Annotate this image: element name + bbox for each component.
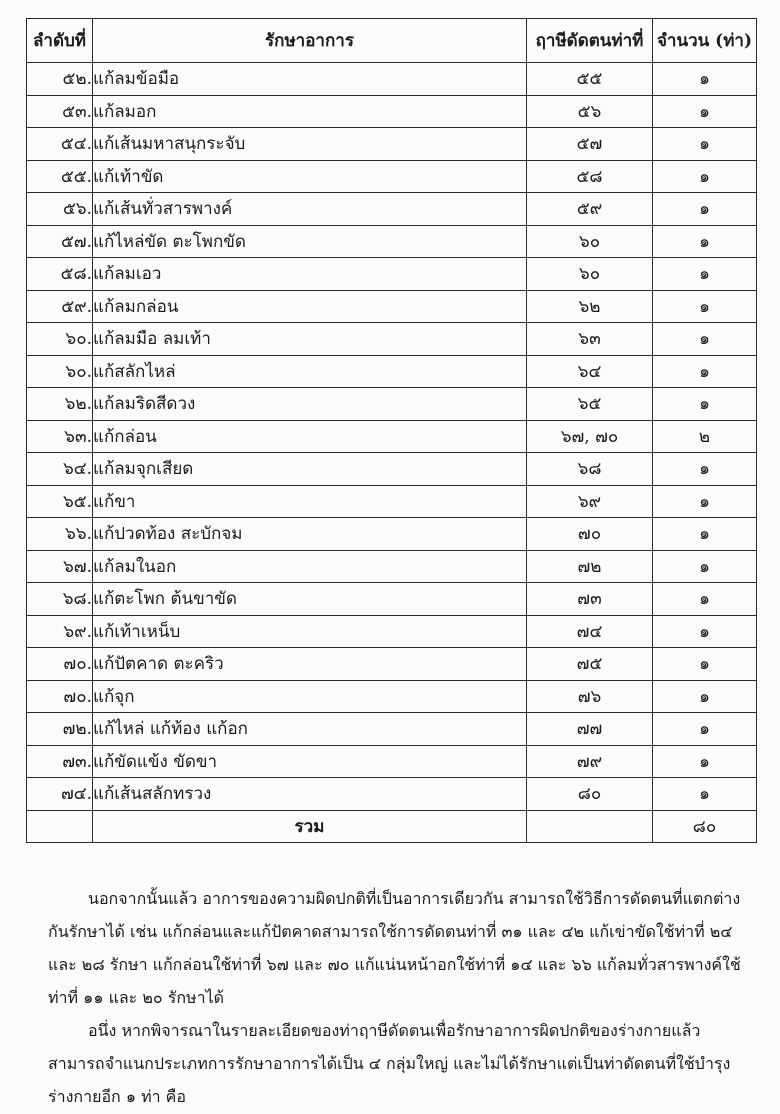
total-value: ๘๐ (653, 810, 757, 843)
table-row (27, 453, 757, 486)
row-pose-count: ๑ (653, 63, 757, 96)
row-symptom: แก้ลมเอว (93, 258, 527, 291)
row-symptom: แก้ลมอก (93, 95, 527, 128)
table-body (27, 63, 757, 811)
row-pose-number: ๖๓ (527, 323, 653, 356)
row-pose-number: ๕๗ (527, 128, 653, 161)
row-number: ๖๘. (27, 583, 93, 616)
row-symptom: แก้ปวดท้อง สะบักจม (93, 518, 527, 551)
row-pose-count: ๑ (653, 713, 757, 746)
table-row (27, 485, 757, 518)
header-symptom: รักษาอาการ (93, 19, 527, 63)
row-pose-count: ๑ (653, 745, 757, 778)
row-symptom: แก้สลักไหล่ (93, 355, 527, 388)
table-row (27, 95, 757, 128)
table-row (27, 680, 757, 713)
row-symptom: แก้กล่อน (93, 420, 527, 453)
table-header-row (27, 19, 757, 63)
row-symptom: แก้ไหล่ขัด ตะโพกขัด (93, 225, 527, 258)
row-number: ๕๘. (27, 258, 93, 291)
header-pose-count: จำนวน (ท่า) (653, 19, 757, 63)
row-pose-number: ๕๙ (527, 193, 653, 226)
total-blank-cell (27, 810, 93, 843)
table-row (27, 290, 757, 323)
row-number: ๕๙. (27, 290, 93, 323)
table-row (27, 778, 757, 811)
table-row (27, 193, 757, 226)
row-pose-count: ๑ (653, 550, 757, 583)
row-pose-number: ๗๐ (527, 518, 653, 551)
row-symptom: แก้เส้นทั่วสารพางค์ (93, 193, 527, 226)
row-pose-number: ๕๕ (527, 63, 653, 96)
row-symptom: แก้ลมริดสีดวง (93, 388, 527, 421)
table-row (27, 648, 757, 681)
table-row (27, 388, 757, 421)
row-number: ๖๔. (27, 453, 93, 486)
table-row (27, 745, 757, 778)
row-pose-count: ๑ (653, 323, 757, 356)
paragraph-classification: อนึ่ง หากพิจารณาในรายละเอียดของท่าฤาษีดัดตนเพื่อรักษาอาการผิดปกติของร่างกายแล้ว สามารถจำแนกประเภทการรักษาอาการได้เป็น ๔ กลุ่มใหญ่ และไม่ได้รักษาแต่เป็นท่าดัดตนที่ใช้บำรุงร่างกายอีก ๑ ท่า คือ (48, 1021, 731, 1106)
row-pose-number: ๗๗ (527, 713, 653, 746)
table-row (27, 225, 757, 258)
row-number: ๖๐. (27, 355, 93, 388)
table-row (27, 355, 757, 388)
row-pose-count: ๑ (653, 258, 757, 291)
table-row (27, 518, 757, 551)
row-pose-number: ๕๘ (527, 160, 653, 193)
row-number: ๖๕. (27, 485, 93, 518)
row-pose-number: ๖๕ (527, 388, 653, 421)
row-pose-count: ๒ (653, 420, 757, 453)
row-pose-number: ๖๗, ๗๐ (527, 420, 653, 453)
total-label: รวม (93, 810, 527, 843)
row-number: ๗๒. (27, 713, 93, 746)
table-total-row (27, 810, 757, 843)
row-symptom: แก้ตะโพก ต้นขาขัด (93, 583, 527, 616)
row-pose-number: ๖๔ (527, 355, 653, 388)
row-pose-number: ๖๙ (527, 485, 653, 518)
row-symptom: แก้ขา (93, 485, 527, 518)
row-pose-number: ๕๖ (527, 95, 653, 128)
row-number: ๖๗. (27, 550, 93, 583)
row-pose-count: ๑ (653, 583, 757, 616)
symptom-pose-table (26, 18, 757, 843)
row-pose-number: ๖๘ (527, 453, 653, 486)
row-symptom: แก้ไหล่ แก้ท้อง แก้อก (93, 713, 527, 746)
table-row (27, 713, 757, 746)
row-number: ๗๔. (27, 778, 93, 811)
row-pose-count: ๑ (653, 485, 757, 518)
row-pose-number: ๘๐ (527, 778, 653, 811)
row-number: ๖๓. (27, 420, 93, 453)
row-number: ๕๖. (27, 193, 93, 226)
row-pose-count: ๑ (653, 615, 757, 648)
row-symptom: แก้ลมจุกเสียด (93, 453, 527, 486)
row-pose-number: ๖๐ (527, 225, 653, 258)
row-pose-count: ๑ (653, 128, 757, 161)
row-pose-number: ๗๓ (527, 583, 653, 616)
row-number: ๖๖. (27, 518, 93, 551)
table-row (27, 128, 757, 161)
row-number: ๕๓. (27, 95, 93, 128)
row-symptom: แก้เส้นสลักทรวง (93, 778, 527, 811)
row-number: ๕๕. (27, 160, 93, 193)
row-symptom: แก้ลมกล่อน (93, 290, 527, 323)
row-pose-count: ๑ (653, 160, 757, 193)
table-row (27, 615, 757, 648)
row-number: ๗๐. (27, 680, 93, 713)
row-pose-number: ๗๖ (527, 680, 653, 713)
table-row (27, 420, 757, 453)
row-symptom: แก้ปัตคาด ตะคริว (93, 648, 527, 681)
row-symptom: แก้ลมในอก (93, 550, 527, 583)
row-pose-count: ๑ (653, 518, 757, 551)
row-number: ๖๙. (27, 615, 93, 648)
total-blank-cell (527, 810, 653, 843)
table-row (27, 63, 757, 96)
row-pose-count: ๑ (653, 453, 757, 486)
table-row (27, 550, 757, 583)
table-row (27, 583, 757, 616)
row-symptom: แก้ลมมือ ลมเท้า (93, 323, 527, 356)
row-number: ๖๐. (27, 323, 93, 356)
header-order-number: ลำดับที่ (27, 19, 93, 63)
row-pose-number: ๗๕ (527, 648, 653, 681)
header-pose-number: ฤาษีดัดตนท่าที่ (527, 19, 653, 63)
row-pose-count: ๑ (653, 225, 757, 258)
table-row (27, 160, 757, 193)
row-number: ๕๔. (27, 128, 93, 161)
row-pose-count: ๑ (653, 680, 757, 713)
row-symptom: แก้เท้าเหน็บ (93, 615, 527, 648)
row-symptom: แก้ลมข้อมือ (93, 63, 527, 96)
row-number: ๕๒. (27, 63, 93, 96)
row-pose-count: ๑ (653, 355, 757, 388)
row-pose-number: ๗๒ (527, 550, 653, 583)
row-number: ๗๓. (27, 745, 93, 778)
table-row (27, 258, 757, 291)
row-symptom: แก้เส้นมหาสนุกระจับ (93, 128, 527, 161)
row-number: ๕๗. (27, 225, 93, 258)
row-pose-number: ๖๐ (527, 258, 653, 291)
row-pose-count: ๑ (653, 648, 757, 681)
row-pose-count: ๑ (653, 290, 757, 323)
table-row (27, 323, 757, 356)
row-symptom: แก้จุก (93, 680, 527, 713)
paragraph-alternative-poses: นอกจากนั้นแล้ว อาการของความผิดปกติที่เป็นอาการเดียวกัน สามารถใช้วิธีการดัดตนที่แตกต่างกันรักษาได้ เช่น แก้กล่อนและแก้ปัตคาดสามารถใช้การดัดตนท่าที่ ๓๑ และ ๔๒ แก้เข่าขัดใช้ท่าที่ ๒๔ และ ๒๘ รักษา แก้กล่อนใช้ท่าที่ ๖๗ และ ๗๐ แก้แน่นหน้าอกใช้ท่าที่ ๑๔ และ ๖๖ แก้ลมทั่วสารพางค์ใช้ท่าที่ ๑๑ และ ๒๐ รักษาได้ (48, 889, 741, 1007)
row-symptom: แก้เท้าขัด (93, 160, 527, 193)
row-number: ๗๐. (27, 648, 93, 681)
row-pose-count: ๑ (653, 193, 757, 226)
row-pose-count: ๑ (653, 95, 757, 128)
row-number: ๖๒. (27, 388, 93, 421)
row-pose-number: ๖๒ (527, 290, 653, 323)
row-pose-count: ๑ (653, 778, 757, 811)
row-pose-number: ๗๔ (527, 615, 653, 648)
row-pose-count: ๑ (653, 388, 757, 421)
row-symptom: แก้ขัดแข้ง ขัดขา (93, 745, 527, 778)
row-pose-number: ๗๙ (527, 745, 653, 778)
